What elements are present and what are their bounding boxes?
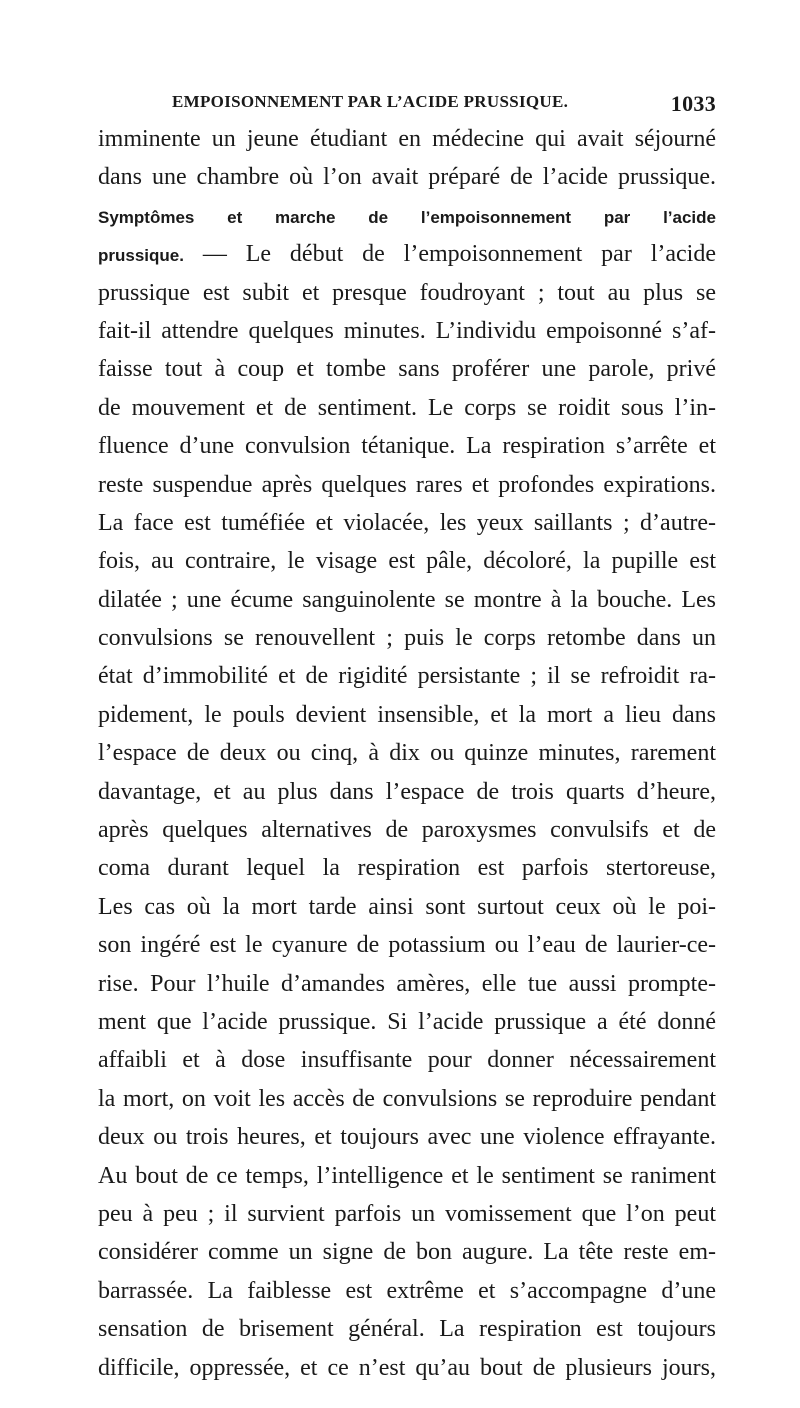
text-line: pidement, le pouls devient insensible, et la mort a lieu dans	[98, 701, 716, 728]
section-lead-in: — Le début de l’empoisonnement par l’acide	[183, 241, 716, 268]
book-page	[98, 92, 716, 1387]
text-line: de mouvement et de sentiment. Le corps se roidit sous l’in-	[98, 394, 716, 421]
text-line: faisse tout à coup et tombe sans proférer une parole, privé	[98, 356, 716, 383]
text-line	[98, 235, 716, 273]
text-line: Les cas où la mort tarde ainsi sont surtout ceux où le poi-	[98, 893, 716, 920]
text-line: rise. Pour l’huile d’amandes amères, elle tue aussi prompte-	[98, 970, 716, 997]
text-line: peu à peu ; il survient parfois un vomissement que l’on peut	[98, 1200, 716, 1227]
text-line: davantage, et au plus dans l’espace de trois quarts d’heure,	[98, 778, 716, 805]
text-line: état d’immobilité et de rigidité persistante ; il se refroidit ra-	[98, 663, 716, 690]
text-line: deux ou trois heures, et toujours avec une violence effrayante.	[98, 1124, 716, 1151]
text-line: dans une chambre où l’on avait préparé de l’acide prussique.	[98, 164, 716, 191]
text-line: la mort, on voit les accès de convulsions se reproduire pendant	[98, 1085, 716, 1112]
text-line: l’espace de deux ou cinq, à dix ou quinze minutes, rarement	[98, 740, 716, 767]
section-title: Symptômes et marche de l’empoisonnement par l’acide	[98, 207, 716, 227]
text-line: convulsions se renouvellent ; puis le corps retombe dans un	[98, 625, 716, 652]
text-line: coma durant lequel la respiration est parfois stertoreuse,	[98, 855, 716, 882]
text-line: dilatée ; une écume sanguinolente se montre à la bouche. Les	[98, 586, 716, 613]
text-line: sensation de brisement général. La respiration est toujours	[98, 1316, 716, 1343]
intro-paragraph	[98, 120, 716, 197]
text-line: reste suspendue après quelques rares et profondes expirations.	[98, 471, 716, 498]
text-line: La face est tuméfiée et violacée, les yeux saillants ; d’autre-	[98, 509, 716, 536]
text-line: barrassée. La faiblesse est extrême et s’accompagne d’une	[98, 1277, 716, 1304]
section-paragraph	[98, 197, 716, 1387]
text-line: fois, au contraire, le visage est pâle, décoloré, la pupille est	[98, 548, 716, 575]
text-line: son ingéré est le cyanure de potassium ou l’eau de laurier-ce-	[98, 932, 716, 959]
text-line: imminente un jeune étudiant en médecine qui avait séjourné	[98, 126, 716, 152]
page-number: 1033	[670, 91, 716, 116]
text-line: fluence d’une convulsion tétanique. La respiration s’arrête et	[98, 433, 716, 460]
running-head	[98, 92, 716, 120]
text-line: ment que l’acide prussique. Si l’acide prussique a été donné	[98, 1008, 716, 1035]
text-line: après quelques alternatives de paroxysmes convulsifs et de	[98, 817, 716, 844]
text-line: Au bout de ce temps, l’intelligence et le sentiment se raniment	[98, 1162, 716, 1189]
text-line: affaibli et à dose insuffisante pour donner nécessairement	[98, 1047, 716, 1074]
text-line: fait-il attendre quelques minutes. L’individu empoisonné s’af-	[98, 317, 716, 344]
section-heading-line	[98, 197, 716, 235]
text-line: prussique est subit et presque foudroyant ; tout au plus se	[98, 279, 716, 306]
text-line: considérer comme un signe de bon augure. La tête reste em-	[98, 1239, 716, 1266]
running-title: EMPOISONNEMENT PAR L’ACIDE PRUSSIQUE.	[172, 92, 569, 111]
text-line: difficile, oppressée, et ce n’est qu’au bout de plusieurs jours,	[98, 1354, 716, 1381]
section-title-end: prussique.	[98, 246, 184, 266]
